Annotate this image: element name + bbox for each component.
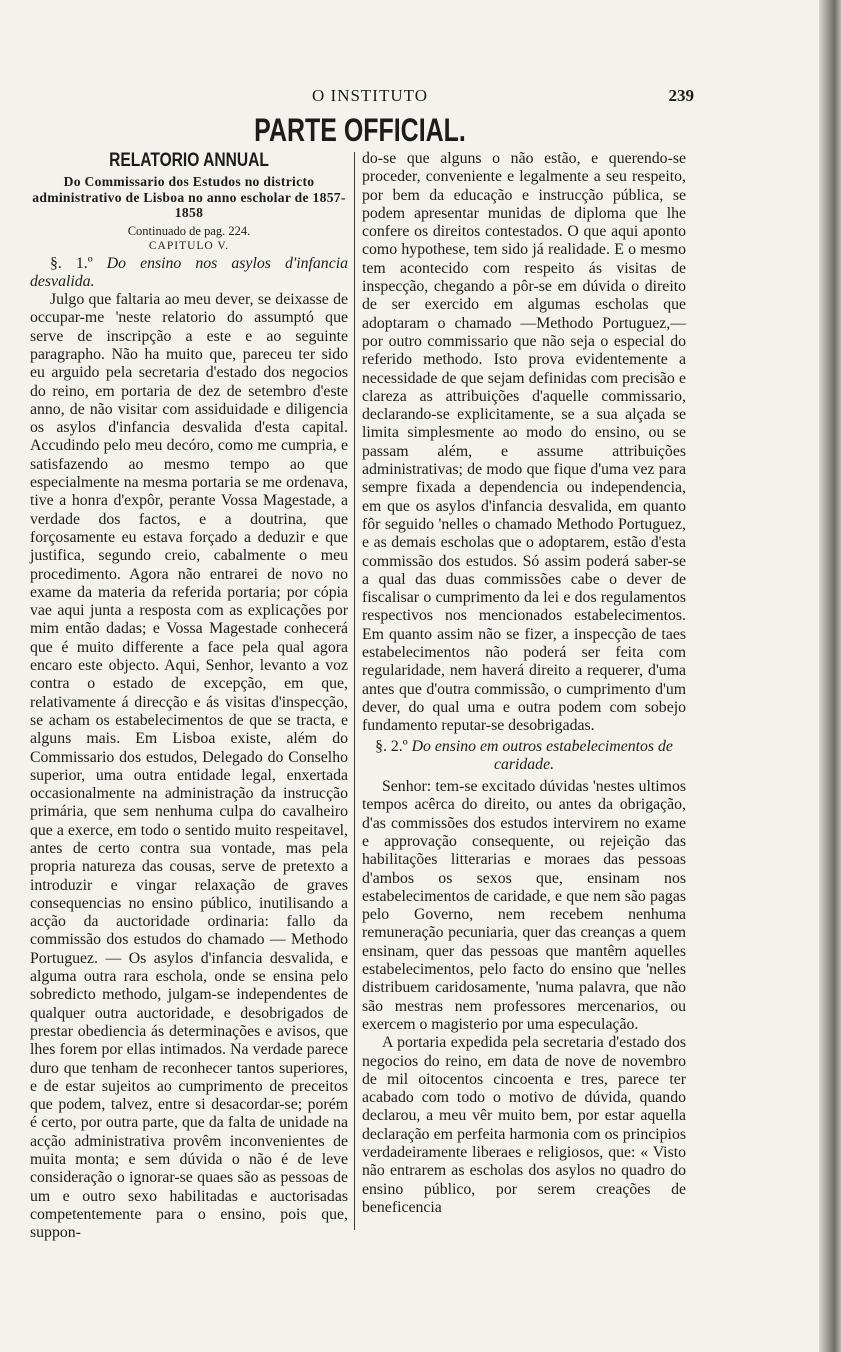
report-subtitle: Do Commissario dos Estudos no districto administrativo de Lisboa no anno escholar de 1857-1858 (32, 174, 346, 220)
section2-number: §. 2.º (375, 737, 408, 755)
section2-title: Do ensino em outros estabelecimentos de caridade. (411, 737, 673, 773)
section2-heading (362, 738, 686, 775)
continued-note: Continuado de pag. 224. (127, 223, 251, 238)
journal-title: O INSTITUTO (312, 86, 428, 105)
right-column (362, 150, 686, 1230)
page-edge-shadow (819, 0, 841, 1352)
section1-title: Do ensino nos asylos d'infancia desvalida. (30, 254, 348, 290)
left-paragraph-1: Julgo que faltaria ao meu dever, se deixasse de occupar-me 'neste relatorio do assumptó que serve de inscripção a este e ao seguinte paragrapho. Não ha muito que, pareceu ter sido eu arguido pela secretaria d'estado dos negocios do reino, em portaria de dez de setembro d'este anno, de não visitar com assiduidade e diligencia os asylos d'infancia desvalida d'esta capital. Accudindo pelo meu decóro, como me cumpria, e satisfazendo ao mesmo tempo ao que especialmente na mesma portaria se me ordenava, tive a honra d'expôr, perante Vossa Magestade, a verdade dos factos, e a doutrina, que forçosamente eu estava forçado a deduzir e que justifica, segundo creio, cabalmente o meu procedimento. Agora não entrarei de novo no exame da materia da referida portaria; por cópia vae aqui junta a resposta com as explicações por mim então dadas; e Vossa Magestade conhecerá que é muito differente a face pela qual agora encaro este objecto. Aqui, Senhor, levanto a voz contra o estado de excepção, em que, relativamente á direcção e ás visitas d'inspecção, se acham os estabelecimentos de que se tracta, e alguns mais. Em Lisboa existe, além do Commissario dos estudos, Delegado do Conselho superior, uma outra entidade legal, enxertada occasionalmente na administração da instrucção primária, que sem nenhuma culpa do cavalheiro que a exerce, em todo o sentido muito respeitavel, antes de certo contra sua vontade, mas pela propria natureza das cousas, serve de pretexto a introduzir e vingar relaxação de graves consequencias no ensino público, inutilisando a acção da auctoridade ordinaria: fallo da commissão dos estudos do chamado — Methodo Portuguez. — Os asylos d'infancia desvalida, e alguma outra rara eschola, onde se ensina pelo sobredicto methodo, julgam-se independentes de qualquer outra auctoridade, e desobrigados de prestar obediencia ás determinações e avisos, que lhes forem por ellas intimados. Na verdade parece duro que tenham de reconhecer tantos superiores, e de estar sujeitos ao cumprimento de preceitos que podem, talvez, entre si desacordar-se; porém é certo, por outra parte, que da falta de unidade na acção administrativa provêm inconvenientes de muita monta; e sem dúvida o não é de leve consideração o ignorar-se quaes são as pessoas de um e outro sexo habilitadas e auctorisadas competentemente para o ensino, pois que, suppon- (30, 291, 348, 1242)
section1-number: §. 1.º (50, 254, 93, 272)
right-paragraph-2: Senhor: tem-se excitado dúvidas 'nestes ultimos tempos acêrca do direito, ou antes da obrigação, d'as commissões dos estudos intervirem no exame e approvação consequente, ou rejeição das habilitações litterarias e moraes das pessoas d'ambos os sexos que, ensinam nos estabelecimentos de caridade, e que nem são pagas pelo Governo, nem recebem nenhuma remuneração pecuniaria, quer das creanças a quem ensinam, quer das pessoas que mantêm aquelles estabelecimentos, pelo facto do ensino que 'nelles distribuem caridosamente, 'numa palavra, que não são mestras nem professores mercenarios, ou exercem o magisterio por uma especulação. (362, 778, 686, 1033)
page-number: 239 (668, 86, 694, 105)
report-title: RELATORIO ANNUAL (109, 150, 269, 171)
running-header (0, 86, 841, 110)
section1-heading (30, 255, 348, 292)
right-paragraph-1: do-se que alguns o não estão, e querendo-se proceder, conveniente e legalmente a seu respeito, por bem da educação e instrucção pública, se podem apresentar munidas de diploma que lhe confere os direitos contestados. O que aqui aponto como hypothese, tem sido já realidade. E o mesmo tem acontecido com respeito ás visitas de inspecção, chegando a pôr-se em dúvida o direito de ser exercido em algumas escholas que adoptaram o chamado —Methodo Portuguez,— por outro commissario que não seja o especial do referido methodo. Isto prova evidentemente a necessidade de que sejam definidas com precisão e clareza as attribuições d'aquelle commissario, declarando-se explicitamente, se a sua alçada se limita simplesmente ao modo do ensino, ou se passam além, e assume attribuições administrativas; de modo que fique d'uma vez para sempre fixada a dependencia ou independencia, em que os asylos d'infancia desvalida, em quanto fôr seguido 'nelles o chamado Methodo Portuguez, e as demais escholas que o adoptarem, estão d'esta commissão dos estudos. Só assim poderá saber-se a qual das duas commissões cabe o dever de fiscalisar o cumprimento da lei e dos regulamentos respectivos nos mencionados estabelecimentos. Em quanto assim não se fizer, a inspecção de taes estabelecimentos não poderá ser feita com regularidade, nem haverá direito a requerer, d'uma antes que d'outra commissão, o cumprimento d'um dever, do qual uma e outra podem com sobejo fundamento reputar-se desobrigadas. (362, 150, 686, 735)
right-paragraph-3: A portaria expedida pela secretaria d'estado dos negocios do reino, em data de nove de novembro de mil oitocentos cincoenta e tres, parece ter acabado com todo o motivo de dúvida, quando declarou, a meu vêr muito bem, por estar aquella declaração em perfeita harmonia com os principios verdadeiramente liberaes e religiosos, que: « Visto não entrarem as escholas dos asylos no quadro do ensino público, por serem creações de beneficencia (362, 1034, 686, 1216)
column-divider (354, 152, 355, 1230)
section-title: PARTE OFFICIAL. (254, 112, 466, 148)
chapter-heading: CAPITULO V. (148, 239, 230, 252)
left-column (30, 150, 348, 1242)
